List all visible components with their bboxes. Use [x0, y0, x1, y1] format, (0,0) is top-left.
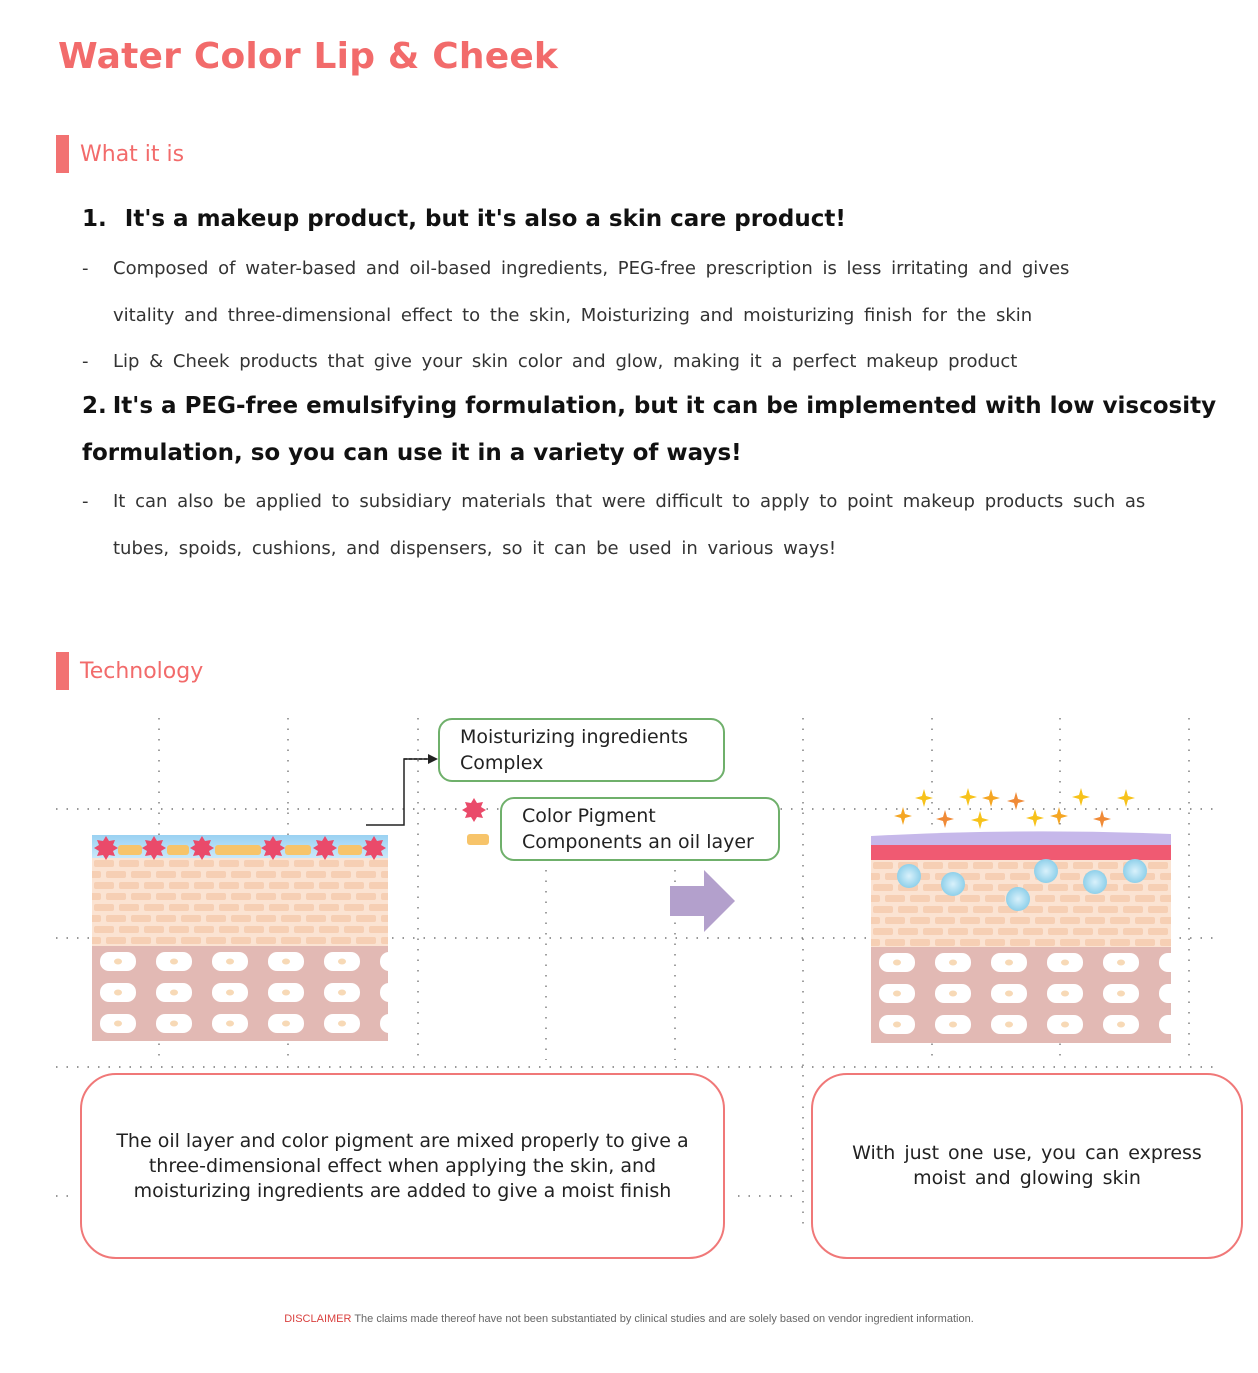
caption-left [80, 1073, 725, 1259]
page-title: Water Color Lip & Cheek [58, 36, 559, 77]
label-line: Complex [460, 752, 544, 774]
connector-arrow [366, 754, 438, 825]
point-number: 1. [82, 206, 107, 232]
caption-line: three-dimensional effect when applying the skin, and [148, 1154, 657, 1177]
bullet-text-line: tubes, spoids, cushions, and dispensers, so it can be used in various ways! [113, 538, 837, 559]
skin-after-illustration [871, 788, 1171, 1043]
caption-line: moist and glowing skin [913, 1167, 1141, 1189]
point-heading-text: It's a makeup product, but it's also a skin care product! [124, 206, 846, 232]
section-label: What it is [80, 141, 185, 167]
skin-before-illustration [92, 835, 388, 1041]
bullet-mark: - [82, 351, 89, 372]
section-label: Technology [80, 658, 204, 684]
disclaimer [0, 1313, 1258, 1325]
bullet-text-line: Lip & Cheek products that give your skin color and glow, making it a perfect makeup product [113, 351, 1018, 372]
bullet-mark: - [82, 258, 89, 279]
label-line: Color Pigment [522, 805, 656, 827]
label-line: Components an oil layer [522, 831, 754, 853]
point-number: 2. [82, 393, 107, 419]
label-line: Moisturizing ingredients [460, 726, 689, 748]
point-heading-text: It's a PEG-free emulsifying formulation, but it can be implemented with low viscosity [112, 393, 1217, 419]
color-pigment-label [500, 797, 780, 861]
disclaimer-tag: DISCLAIMER [284, 1313, 352, 1325]
sparkle-icons [894, 788, 1135, 829]
oil-legend-icon [467, 834, 489, 845]
bullet-mark: - [82, 491, 89, 512]
bullet-text-line: vitality and three-dimensional effect to the skin, Moisturizing and moisturizing finish for the skin [113, 305, 1033, 326]
caption-line: The oil layer and color pigment are mixed properly to give a [116, 1129, 689, 1152]
pigment-legend-icon [462, 798, 486, 822]
disclaimer-text: The claims made thereof have not been substantiated by clinical studies and are solely based on vendor ingredient information. [351, 1313, 974, 1325]
bullet-text-line: It can also be applied to subsidiary materials that were difficult to apply to point makeup products such as [113, 491, 1146, 512]
moisturizing-complex-label [438, 718, 725, 782]
point-heading-text: formulation, so you can use it in a variety of ways! [82, 440, 742, 466]
caption-line: moisturizing ingredients are added to give a moist finish [133, 1179, 672, 1202]
bullet-text-line: Composed of water-based and oil-based ingredients, PEG-free prescription is less irritating and gives [113, 258, 1070, 279]
transition-arrow-icon [670, 870, 735, 932]
caption-right [811, 1073, 1243, 1259]
caption-line: With just one use, you can express [852, 1142, 1202, 1164]
